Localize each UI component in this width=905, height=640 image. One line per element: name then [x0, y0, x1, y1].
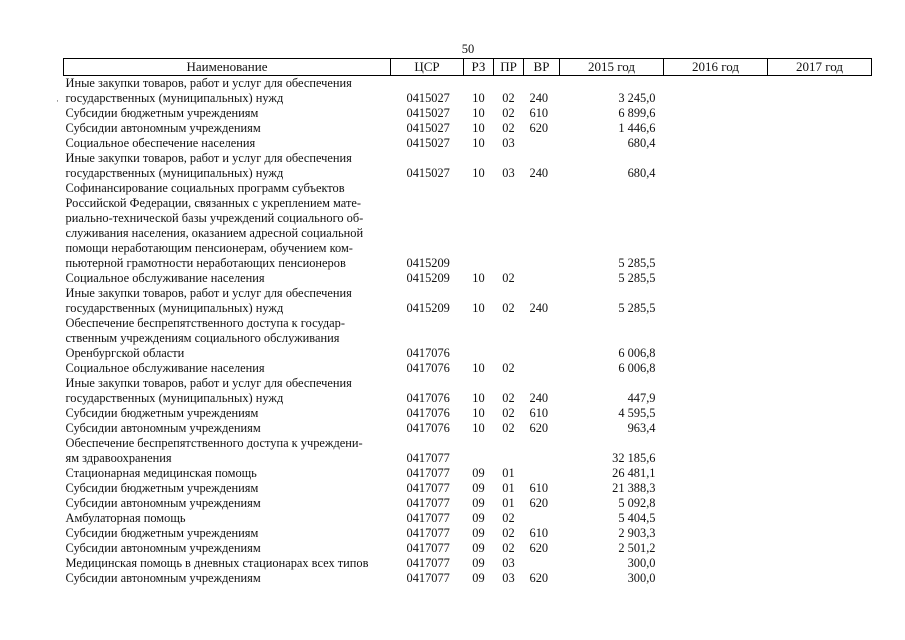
row-name-cell — [64, 406, 391, 421]
row-pr-cell: 02 — [502, 361, 515, 375]
table-row — [64, 76, 872, 107]
row-y2016-cell — [664, 76, 768, 107]
row-y2015-cell: 1 446,6 — [618, 121, 656, 135]
row-y2017-cell — [768, 271, 872, 286]
header-vr: ВР — [524, 59, 560, 76]
row-name-line: Амбулаторная помощь — [65, 511, 186, 525]
row-pr-cell: 02 — [502, 421, 515, 435]
row-y2016-cell — [664, 436, 768, 466]
row-vr-cell: 610 — [529, 106, 549, 120]
row-y2015-cell: 680,4 — [627, 166, 656, 180]
row-rz-cell: 10 — [472, 406, 485, 420]
row-y2017-cell — [768, 571, 872, 586]
row-name-line: Обеспечение беспрепятственного доступа к государ- — [65, 316, 345, 330]
row-vr-cell: 610 — [529, 406, 549, 420]
row-name-line: Субсидии автономным учреждениям — [65, 496, 261, 510]
row-y2016-cell — [664, 136, 768, 151]
row-name-cell — [64, 121, 391, 136]
row-name-cell — [64, 376, 391, 406]
row-rz-cell: 10 — [472, 136, 485, 150]
row-csr-cell: 0415209 — [406, 256, 450, 270]
row-vr-cell: 620 — [529, 421, 549, 435]
row-y2016-cell — [664, 106, 768, 121]
row-y2016-cell — [664, 151, 768, 181]
row-y2016-cell — [664, 421, 768, 436]
table-row — [64, 436, 872, 466]
row-y2016-cell — [664, 406, 768, 421]
row-pr-cell — [494, 316, 524, 361]
row-y2015-cell: 32 185,6 — [612, 451, 656, 465]
row-pr-cell: 01 — [502, 496, 515, 510]
row-vr-cell — [524, 361, 560, 376]
row-name-line: Иные закупки товаров, работ и услуг для обеспечения — [65, 151, 352, 165]
row-csr-cell: 0417077 — [406, 451, 450, 465]
row-csr-cell: 0415027 — [406, 106, 450, 120]
table-row — [64, 511, 872, 526]
row-y2017-cell — [768, 136, 872, 151]
row-csr-cell: 0417077 — [406, 556, 450, 570]
row-y2016-cell — [664, 361, 768, 376]
row-y2017-cell — [768, 541, 872, 556]
row-rz-cell — [464, 436, 494, 466]
table-row — [64, 466, 872, 481]
row-vr-cell: 620 — [529, 541, 549, 555]
row-y2016-cell — [664, 376, 768, 406]
row-rz-cell: 09 — [472, 466, 485, 480]
row-y2015-cell: 6 006,8 — [618, 346, 656, 360]
margin-dot: · — [56, 96, 59, 106]
row-pr-cell: 03 — [502, 571, 515, 585]
row-csr-cell: 0417076 — [406, 361, 450, 375]
table-row — [64, 181, 872, 271]
row-name-line: Стационарная медицинская помощь — [65, 466, 257, 480]
row-name-line: Субсидии автономным учреждениям — [65, 571, 261, 585]
row-rz-cell — [464, 316, 494, 361]
row-name-cell — [64, 286, 391, 316]
row-pr-cell: 02 — [502, 121, 515, 135]
row-csr-cell: 0415027 — [406, 121, 450, 135]
row-name-cell — [64, 151, 391, 181]
row-pr-cell: 03 — [502, 166, 515, 180]
row-y2016-cell — [664, 466, 768, 481]
row-y2015-cell: 5 092,8 — [618, 496, 656, 510]
row-name-cell — [64, 481, 391, 496]
row-y2017-cell — [768, 151, 872, 181]
row-csr-cell: 0417076 — [406, 391, 450, 405]
row-rz-cell: 09 — [472, 571, 485, 585]
row-name-line: Софинансирование социальных программ субъектов — [65, 181, 345, 195]
row-y2017-cell — [768, 376, 872, 406]
row-y2015-cell: 2 501,2 — [618, 541, 656, 555]
row-name-cell — [64, 541, 391, 556]
row-name-line: пьютерной грамотности неработающих пенсионеров — [65, 256, 346, 270]
row-csr-cell: 0417077 — [406, 541, 450, 555]
row-name-line: государственных (муниципальных) нужд — [65, 391, 284, 405]
row-csr-cell: 0417077 — [406, 571, 450, 585]
row-y2017-cell — [768, 556, 872, 571]
row-y2016-cell — [664, 286, 768, 316]
row-y2017-cell — [768, 76, 872, 107]
row-name-cell — [64, 556, 391, 571]
row-pr-cell: 03 — [502, 556, 515, 570]
table-row — [64, 406, 872, 421]
row-pr-cell: 02 — [502, 541, 515, 555]
row-vr-cell: 240 — [529, 301, 549, 315]
row-name-line: ственным учреждениям социального обслуживания — [65, 331, 340, 345]
row-y2015-cell: 680,4 — [627, 136, 656, 150]
row-y2017-cell — [768, 106, 872, 121]
row-rz-cell: 10 — [472, 301, 485, 315]
row-name-cell — [64, 181, 391, 271]
header-2017: 2017 год — [768, 59, 872, 76]
row-name-line: Субсидии бюджетным учреждениям — [65, 526, 259, 540]
row-csr-cell: 0417076 — [406, 346, 450, 360]
row-vr-cell — [524, 271, 560, 286]
row-name-line: государственных (муниципальных) нужд — [65, 91, 284, 105]
header-2016: 2016 год — [664, 59, 768, 76]
row-y2016-cell — [664, 121, 768, 136]
row-name-cell — [64, 436, 391, 466]
row-y2015-cell: 5 285,5 — [618, 271, 656, 285]
header-row — [64, 59, 872, 76]
row-rz-cell: 10 — [472, 91, 485, 105]
row-vr-cell — [524, 466, 560, 481]
row-vr-cell — [524, 511, 560, 526]
row-name-cell — [64, 511, 391, 526]
row-rz-cell: 09 — [472, 481, 485, 495]
row-csr-cell: 0417077 — [406, 511, 450, 525]
row-vr-cell — [524, 136, 560, 151]
row-vr-cell: 240 — [529, 91, 549, 105]
row-pr-cell: 02 — [502, 511, 515, 525]
page-number: 50 — [461, 42, 475, 56]
row-csr-cell: 0417077 — [406, 526, 450, 540]
table-row — [64, 361, 872, 376]
table-row — [64, 376, 872, 406]
row-y2016-cell — [664, 271, 768, 286]
row-name-line: Российской Федерации, связанных с укреплением мате- — [65, 196, 362, 210]
row-y2016-cell — [664, 181, 768, 271]
row-y2016-cell — [664, 511, 768, 526]
row-name-cell — [64, 526, 391, 541]
row-name-line: служивания населения, оказанием адресной социальной — [65, 226, 364, 240]
header-rz: РЗ — [464, 59, 494, 76]
table-row — [64, 136, 872, 151]
row-name-cell — [64, 496, 391, 511]
row-csr-cell: 0415027 — [406, 91, 450, 105]
row-y2015-cell: 6 899,6 — [618, 106, 656, 120]
row-rz-cell: 10 — [472, 421, 485, 435]
row-pr-cell — [494, 181, 524, 271]
row-vr-cell — [524, 316, 560, 361]
row-rz-cell: 09 — [472, 541, 485, 555]
row-rz-cell: 10 — [472, 271, 485, 285]
row-y2015-cell: 3 245,0 — [618, 91, 656, 105]
row-y2016-cell — [664, 571, 768, 586]
row-name-line: Иные закупки товаров, работ и услуг для обеспечения — [65, 76, 352, 90]
row-name-line: Субсидии автономным учреждениям — [65, 541, 261, 555]
row-csr-cell: 0415027 — [406, 136, 450, 150]
table-row — [64, 526, 872, 541]
row-name-line: помощи неработающим пенсионерам, обучением ком- — [65, 241, 353, 255]
row-y2017-cell — [768, 121, 872, 136]
row-name-line: Медицинская помощь в дневных стационарах всех типов — [65, 556, 369, 570]
row-y2017-cell — [768, 466, 872, 481]
row-rz-cell: 09 — [472, 556, 485, 570]
table-row — [64, 151, 872, 181]
row-y2015-cell: 2 903,3 — [618, 526, 656, 540]
row-y2017-cell — [768, 181, 872, 271]
table-row — [64, 541, 872, 556]
row-csr-cell: 0417076 — [406, 406, 450, 420]
row-name-line: Иные закупки товаров, работ и услуг для обеспечения — [65, 286, 352, 300]
budget-table — [63, 58, 872, 586]
row-csr-cell: 0417077 — [406, 496, 450, 510]
row-csr-cell: 0417076 — [406, 421, 450, 435]
row-name-line: Оренбургской области — [65, 346, 185, 360]
table-row — [64, 481, 872, 496]
row-pr-cell: 02 — [502, 271, 515, 285]
row-vr-cell — [524, 436, 560, 466]
header-name: Наименование — [64, 59, 391, 76]
row-pr-cell: 01 — [502, 466, 515, 480]
row-name-line: Субсидии бюджетным учреждениям — [65, 406, 259, 420]
row-name-cell — [64, 361, 391, 376]
table-row — [64, 286, 872, 316]
row-rz-cell: 09 — [472, 496, 485, 510]
row-y2017-cell — [768, 481, 872, 496]
row-pr-cell: 02 — [502, 91, 515, 105]
row-y2015-cell: 6 006,8 — [618, 361, 656, 375]
table-row — [64, 316, 872, 361]
row-csr-cell: 0415209 — [406, 271, 450, 285]
table-row — [64, 421, 872, 436]
row-name-cell — [64, 136, 391, 151]
row-name-line: Субсидии автономным учреждениям — [65, 121, 261, 135]
header-csr: ЦСР — [391, 59, 464, 76]
row-vr-cell: 620 — [529, 121, 549, 135]
row-y2017-cell — [768, 421, 872, 436]
row-vr-cell: 610 — [529, 526, 549, 540]
row-name-cell — [64, 466, 391, 481]
row-pr-cell: 02 — [502, 406, 515, 420]
row-y2016-cell — [664, 556, 768, 571]
row-rz-cell — [464, 181, 494, 271]
row-csr-cell: 0415209 — [406, 301, 450, 315]
row-y2015-cell: 26 481,1 — [612, 466, 656, 480]
row-rz-cell: 10 — [472, 166, 485, 180]
row-name-line: риально-технической базы учреждений социального об- — [65, 211, 364, 225]
table-row — [64, 556, 872, 571]
row-name-line: государственных (муниципальных) нужд — [65, 166, 284, 180]
row-vr-cell: 620 — [529, 571, 549, 585]
row-vr-cell — [524, 181, 560, 271]
table-row — [64, 106, 872, 121]
row-name-cell — [64, 271, 391, 286]
row-y2015-cell: 21 388,3 — [612, 481, 656, 495]
row-y2016-cell — [664, 481, 768, 496]
row-pr-cell: 03 — [502, 136, 515, 150]
row-rz-cell: 10 — [472, 391, 485, 405]
row-y2016-cell — [664, 541, 768, 556]
row-name-line: Субсидии бюджетным учреждениям — [65, 481, 259, 495]
row-rz-cell: 10 — [472, 121, 485, 135]
row-pr-cell: 02 — [502, 106, 515, 120]
row-csr-cell: 0417077 — [406, 481, 450, 495]
row-y2015-cell: 5 404,5 — [618, 511, 656, 525]
row-pr-cell: 02 — [502, 391, 515, 405]
row-pr-cell: 02 — [502, 301, 515, 315]
row-name-line: Иные закупки товаров, работ и услуг для обеспечения — [65, 376, 352, 390]
row-vr-cell: 610 — [529, 481, 549, 495]
row-name-line: Социальное обеспечение населения — [65, 136, 256, 150]
row-y2015-cell: 963,4 — [627, 421, 656, 435]
row-y2015-cell: 5 285,5 — [618, 301, 656, 315]
row-name-line: Субсидии бюджетным учреждениям — [65, 106, 259, 120]
row-y2015-cell: 300,0 — [627, 571, 656, 585]
row-vr-cell: 240 — [529, 166, 549, 180]
row-y2017-cell — [768, 526, 872, 541]
row-pr-cell — [494, 436, 524, 466]
row-y2016-cell — [664, 526, 768, 541]
row-name-line: ям здравоохранения — [65, 451, 172, 465]
row-vr-cell — [524, 556, 560, 571]
row-y2017-cell — [768, 406, 872, 421]
row-vr-cell: 620 — [529, 496, 549, 510]
row-name-line: Социальное обслуживание населения — [65, 361, 265, 375]
row-y2015-cell: 4 595,5 — [618, 406, 656, 420]
row-rz-cell: 10 — [472, 106, 485, 120]
row-y2017-cell — [768, 436, 872, 466]
row-name-cell — [64, 106, 391, 121]
row-pr-cell: 02 — [502, 526, 515, 540]
row-y2015-cell: 300,0 — [627, 556, 656, 570]
row-name-line: Социальное обслуживание населения — [65, 271, 265, 285]
row-rz-cell: 09 — [472, 526, 485, 540]
row-csr-cell: 0417077 — [406, 466, 450, 480]
row-csr-cell: 0415027 — [406, 166, 450, 180]
row-name-line: государственных (муниципальных) нужд — [65, 301, 284, 315]
row-vr-cell: 240 — [529, 391, 549, 405]
table-header — [64, 59, 872, 76]
row-name-cell — [64, 571, 391, 586]
row-y2017-cell — [768, 361, 872, 376]
table-row — [64, 496, 872, 511]
table-row — [64, 571, 872, 586]
row-name-line: Субсидии автономным учреждениям — [65, 421, 261, 435]
table-body — [64, 76, 872, 587]
table-row — [64, 121, 872, 136]
header-2015: 2015 год — [560, 59, 664, 76]
row-y2016-cell — [664, 496, 768, 511]
row-y2015-cell: 5 285,5 — [618, 256, 656, 270]
row-name-cell — [64, 316, 391, 361]
row-y2017-cell — [768, 316, 872, 361]
row-rz-cell: 09 — [472, 511, 485, 525]
row-y2016-cell — [664, 316, 768, 361]
row-name-cell — [64, 76, 391, 107]
row-y2017-cell — [768, 496, 872, 511]
row-y2017-cell — [768, 286, 872, 316]
row-y2017-cell — [768, 511, 872, 526]
row-y2015-cell: 447,9 — [627, 391, 656, 405]
row-name-line: Обеспечение беспрепятственного доступа к учреждени- — [65, 436, 363, 450]
row-rz-cell: 10 — [472, 361, 485, 375]
header-pr: ПР — [494, 59, 524, 76]
table-row — [64, 271, 872, 286]
row-name-cell — [64, 421, 391, 436]
row-pr-cell: 01 — [502, 481, 515, 495]
